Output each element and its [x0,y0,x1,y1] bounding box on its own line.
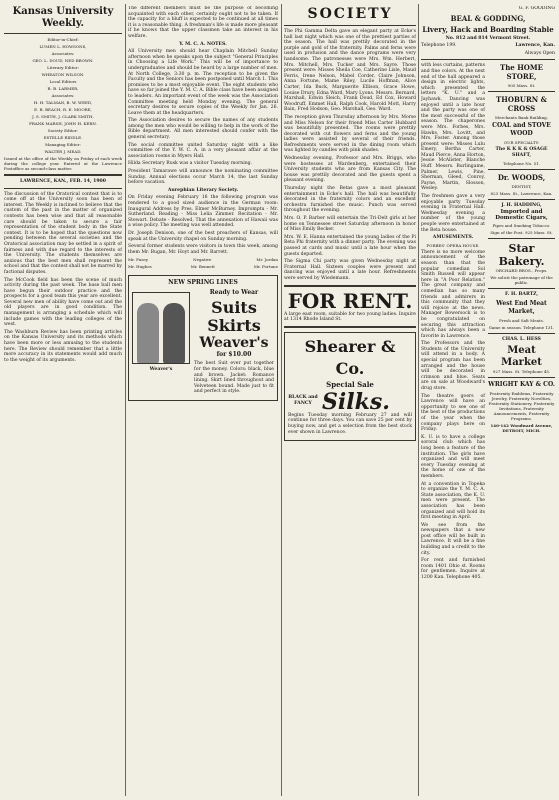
ad-skirts: Skirts [207,316,261,336]
ad-tagline: NEW SPRING LINES [168,279,238,287]
dateline: LAWRENCE, KAN., FEB. 14, 1900 [20,179,106,184]
staff-line: Literary Editor: [47,65,79,70]
divider [488,238,555,239]
divider [284,285,416,287]
beal-address: No. 812 and 814 Vermont Street. [445,35,531,41]
weavers-advertisement [128,275,278,401]
publication-notice: Issued at the office of the Weekly on Friday of each week during the college year. Entered at the Lawrence Postoffice as second-class matter. [4,156,122,171]
program-row [128,264,278,269]
hadding-name: J. H. HADDING, [501,202,542,208]
editorial-paragraph: The Washburn Review has been printing articles on the Kansas University and its methods which have been more or less amusing to the students here. The Review should remember that a little more accuracy in its statements would add much to the weight of its arguments. [4,329,122,363]
news-paragraph: At a convention in Topeka to organize the Y. M. C. A. State association, the K. U. men were present. The association has been organized and will hold its first meeting in April. [421,481,485,521]
column-2 [128,6,278,796]
divider [488,377,555,378]
program-row [128,257,278,262]
ad-copy [194,289,274,397]
specialty-label: OUR SPECIALTY: [503,140,540,146]
society-paragraph: Mrs. O. P. Barber will entertain the Tri-Delt girls at her home on Tennessee street Saturday afternoon in honor of Miss Emily Becker. [284,216,416,233]
thoburn-telephone: Telephone No. 51. [503,160,540,166]
ymca-paragraph: All University men should hear Chaplain Mitchell Sunday afternoon when he speaks upon the subject "General Principles in Choosing a Life Work." This will be of importance to undergraduates and should be heard by a large number of men. At North College, 3:30 p. m. The reception to be given the Faculty and the Seniors has been postponed until March 1. This promises to be a most enjoyable event. The eight students who have so far joined the Y. M. C. A. Bible class have been assigned to leaders. An important event of the week was the Association Committee meeting held Monday evening. The general secretary desires to secure copies of the Weekly for Jan. 26. Leave them at the headquarters. [128,49,278,116]
staff-line: J. S. SMITH, J. CLARK SMITH, [32,114,94,119]
staff-line: Editor-in-Chief: [47,37,79,42]
divider [488,288,555,289]
beal-city: Lawrence, Kan. [515,43,555,49]
for-rent-heading: FOR RENT. [287,288,413,313]
cigars-line: Imported and Domestic Cigars, [495,209,548,221]
divider [284,326,416,328]
special-sale: Special Sale [326,379,374,389]
society-continued: with less curtains, patterns and fine colors. At the next end of the hall appeared a design in electric lights, which presented the letters "K. U." and a Jayhawk. Dancing was enjoyed until a late hour and the party was one of the most successful of the season. The chaperones were Mrs. Forbes, Mrs. Hawks, Mrs. Lovitt, and Mrs. Foster. Among those present were: Misses Lulu Emery, Bertha Carter, Maud Pierce, Anna Horton, Jessie McAlister, Blanche Huff. Messrs. Burlingame, Palmer, Lewis, Pine, Sherman, Gleed, Conroy, Payne, Martin, Slosson, Wesley. [421,63,485,192]
home-store-address: 905 Mass. St. [507,83,536,89]
divider [488,333,555,334]
editorial-paragraph: The discussion of the Oratorical contest that is to come off at the University soon has been of interest. The Weekly is inclined to believe that the custom of the past in the matter of organized contests has been wise and that all reasonable care should be taken to secure a fair representation of the student body in the State contest. It is to be hoped that the questions now pending between the several societies and the Oratorical association may be settled in a spirit of fairness and with due regard to the interests of the University. The students themselves are anxious that the best men shall represent the school and that the contest shall not be marred by factional disputes. [4,191,122,275]
wright-kay: WRIGHT KAY & CO. [488,380,555,388]
masthead: Kansas University Weekly. [12,6,114,29]
divider [4,174,122,176]
hess-name: CHAS. L. HESS [502,336,541,342]
divider [284,25,416,26]
column-1 [4,6,122,796]
silks-block [288,388,412,415]
kkk-shaft: The K K K & OSAGE SHAFT, [495,147,548,158]
society-paragraph: Mrs. W. E. Hanna entertained the young ladies of the Pi Beta Phi fraternity with a dinner party. The evening was passed at cards and music until a late hour when the guests departed. [284,234,416,257]
society-editor-name: ESTELLE RIDDLE. [43,135,83,140]
beal-footer [421,43,555,49]
society-paragraph: The Phi Gamma Delta gave an elegant party at Ecke's hall last night which was one of the prettiest parties of the season. The hall was prettily decorated in the purple and gold of the fraternity. Palms and ferns were used in profusion and the dance programs were very handsome. The patronesses were Mrs. Wm. Herbert, Mrs. Mitchell, Mrs. Tucker and Mrs. Sayre. Those present were: Misses Sheila Coe, Catherine Lisle, Maud Ferris, Irene Nelson, Mabel Corder, Claire Johnson, Anna Fortune, Mame Riley, Lucile Hoffman, Alice Carter, Ida Buck, Marguerite Ellison, Grace Howe, Louise Drury, Edna Ward, Mary Lyons. Messrs. Bernard, Marshall, Edwin Sleich, Frank Doud, Ed Cox, Howard Woodruff, Emmet Hall, Ralph Cook, Harold Mott, Harry Bain, Fred Hodson, Geo. Marshall, Geo. Ward. [284,29,416,113]
ad-brand: Weaver's [199,335,269,352]
dentist-address: 823 Mass. St., Lawrence, Kan. [490,190,553,196]
divider [488,169,555,170]
meat-market: Meat Market [501,344,542,368]
editorial-paragraph: The McCook field has been the scene of much activity during the past week. The base ball men have begun their outdoor practice and the prospects for a good team this year are excellent. Several new men of ability have come out and the old players are in good condition. The management is arranging a schedule which will include games with the leading colleges of the west. [4,277,122,328]
staff-line: FRANK MARSH, JOHN H. KERN. [29,121,97,126]
column-rule [418,4,419,796]
silks-prefix: BLACK and FANCY [288,395,318,406]
ad-ready: Ready to Wear [209,289,259,297]
ymca-paragraph: President Tamarawe will announce the nominating committee Sunday. Annual elections occur March 14, the last Sunday before vacation. [128,169,278,186]
beal-line: Livery, Hack and Boarding Stable [422,24,554,34]
hadding-address: Sign of the Post. 925 Mass. St. [490,230,553,236]
amusements-heading: AMUSEMENTS. [432,235,474,241]
split-area [421,63,555,582]
ymca-paragraph: Hilda Secretary Rusk was a visitor Tuesday morning. [128,161,253,167]
society-paragraph: Wednesday evening, Professor and Mrs. Briggs, who were hostesses at Wardenberg, entertained their University students who are from Kansas City. The house was prettily decorated and the guests spent a pleasant evening. [284,156,416,184]
staff-line: Associates: [51,51,75,56]
society-continued: The freshmen gave a very enjoyable party Tuesday evening in Fraternal Hall. Wednesday evening a number of the young people were entertained at the Beta house. [421,194,485,233]
society-paragraph: The Sigma Chi party was given Wednesday night at Fraternal Hall. Sixteen couples were present and dancing was enjoyed until a late hour. Refreshments were served by Wiedemann. [284,259,416,281]
dentist-title: DENTIST, [511,183,532,189]
staff-line: E. B. BEACH, R. E. MOORE, [34,107,92,112]
ad-body [132,289,274,397]
divider [4,188,122,189]
society-paragraph: Thursday night the Betas gave a most pleasant entertainment in Ecke's hall. The hall was beautifully decorated in the fraternity colors and an excellent orchestra furnished the music. Punch was served throughout the evening. [284,186,416,214]
program-cell: Mr. Pusey [128,257,149,263]
dentist-name: Dr. WOODS, [497,172,546,182]
ladies-figure-image [132,292,190,364]
ad-brand-caption: Weaver's [149,367,173,373]
managing-editor-name: WALTER J. MEAD. [44,149,82,154]
top-note: G. F. GOODING [518,6,555,11]
star-note: We solicit the patronage of the public. [490,275,553,286]
society-title: SOCIETY [307,6,393,22]
staff-line: Associates: [51,93,75,98]
home-store-name: The HOME STORE, [500,63,543,82]
merchants-bank: Merchants Bank Building, [494,115,548,121]
meat-address: 927 Mass. St. Telephone 45. [492,368,551,374]
amusements-paragraph: The Professors and the Students of the University will attend in a body. A special program has been arranged and the house will be decorated in crimson and blue. Seats are on sale at Woodward's drug store. [421,341,485,392]
editorial-continued: The different members must be the purpose of becoming acquainted with each other, certainly ought not to be taken. If the capacity for a bluff is expected to be continued at all times it is a reasonable thing. A freshman's life is made more pleasant if he knows that the upper classmen take an interest in his welfare. [128,6,278,39]
staff-line: Local Editors [49,79,77,84]
star-bakery: Star Bakery. [498,242,545,269]
for-rent-text: A large east room, suitable for two young ladies. Inquire at 1314 Rhode Island St. [284,311,416,323]
society-editor-label: Society Editor: [47,128,79,133]
column-rule [125,4,126,796]
program-cell: Negative [193,257,212,263]
divider [488,91,555,92]
game-note: Game in season. Telephone 131. [488,324,555,330]
beal-telephone: Telephone 199. [421,43,457,49]
bartz-name: F. H. BARTZ, [504,292,538,298]
ad-suits: Suits [211,298,257,318]
program-cell: Mr. Bennett [190,264,215,270]
news-subcolumn [421,63,485,582]
program-cell: Mr. Fortune [253,264,278,270]
divider [488,199,555,200]
west-end-market: West End Meat Market, [496,299,547,315]
society-paragraph: Several former students were visitors in town this week, among them Mr. Bugan, Mr. Hoyt and Mr. Barrett. [128,244,278,255]
coal-and-wood: COAL and STOVE WOOD [492,122,551,138]
amusements-paragraph: There is no more welcome announcement of the season than that the popular comedian Sol Smith Russell will appear here in "A Poor Relation." The great company and comedian has so many friends and admirers in this community that they will rejoice at the news. Manager Bowersock is to be congratulated on securing this attraction which has always been a favorite in Lawrence. [421,249,485,339]
fraternity-goods: Fraternity Emblems, Fraternity Jewelry, Fraternity Novelties, Fraternity Stationery, Fraternity Invitations, Fraternity Announcements, Fraternity Programs. [488,390,555,421]
ad-price: for $10.00 [216,351,252,359]
ymca-paragraph: The social committee united Saturday night with a like committee of the Y. W. C. A. in a very pleasant affair at the association rooms in Myers Hall. [128,142,278,159]
ads-subcolumn [488,63,555,582]
shearer-advertisement [284,332,416,441]
silks-text: Begins Tuesday morning February 27 and will continue for three days. You can save 25 per cent by buying now, and get a selection from the best stock ever shown in Lawrence. [288,412,412,435]
beal-note: Always Open [524,50,555,56]
program-cell: Mr. Hughes [128,264,152,270]
staff-line: R. B. LARMER, [47,86,79,91]
society-paragraph: The reception given Thursday afternoon by Mrs. Morse and Miss Nelson for their friend Miss Carter Hubbard was beautifully presented. The rooms were prettily decorated with cut flowers and ferns and the young ladies were assisted by several of their friends. Refreshments were served in the dining room which was lighted by candles with pink shades. [284,114,416,154]
silks-heading: Silks. [322,388,390,415]
amusements-subheading: FORBES' OPERA HOUSE. [426,242,480,248]
staff-line: LUMEN L. HOWSONS, [39,44,87,49]
fresh-meats: Fresh and Salt Meats. [499,317,544,323]
staff-line: GEO. L. DOUD, NED BROWN. [32,58,94,63]
society-heading: Aurephian Literary Society. [167,187,239,193]
beal-heading: BEAL & GODDING, [450,13,526,23]
figure-silhouette [163,303,185,363]
column-rule [281,4,282,796]
shearer-name: Shearer & Co. [304,336,396,378]
amusements-paragraph: The theatre goers of Lawrence will have an opportunity to see one of the best of the productions of the year when the company plays here on Friday. [421,393,485,433]
detroit-address: 140-142 Woodward Avenue, DETROIT, MICH. [490,422,553,433]
column-4 [421,6,555,796]
news-paragraph: K. U. is to have a college sororal club which has long been a feature of the institution. The girls have organized and will meet every Tuesday evening at the home of one of the members. [421,434,485,479]
figure-silhouette [137,303,159,363]
divider [421,59,555,60]
divider [4,33,122,34]
pipes-line: Pipes and Smoking Tobacco. [492,223,551,229]
column-3 [284,6,416,796]
staff-line: H. H. TALMAN, B. W. WEED, [33,100,93,105]
ad-illustration [132,289,190,397]
managing-editor-label: Managing Editor: [45,142,81,147]
thoburn-name: THOBURN & CROSS [496,95,547,114]
ad-description: The best Suit ever put together for the money. Colors: black, blue and brown. Jacket: Romance lining. Skirt lined throughout and Velveteen bound. Made just to fit and perfect in style. [194,361,274,395]
star-proprietors: ORCHARD BROS., Props. [495,268,548,274]
staff-line: WHEATON WILSON. [41,72,85,77]
program-cell: Mr. Jordan [256,257,278,263]
ymca-heading: Y. M. C. A. NOTES. [179,41,227,47]
society-paragraph: Dr. Joseph Denison, one of the best preachers of Kansas, will speak at the University chapel on Sunday morning. [128,230,278,242]
news-paragraph: For rent and furnished room 1401 Ohio st. Rooms for gentlemen. Inquire at 1200 Kan. Telephone 405. [421,558,485,581]
ymca-paragraph: The Association desires to secure the names of any students among the men who would be willing to help in the work of the Bible department. All men interested should confer with the general secretary. [128,118,278,141]
society-paragraph: On Friday evening February 16 the following program was rendered to a good sized audience in the German room: Inaugural Address by Pres. Elmer McBurney. Impromptu - Mr. Sutherland. Reading - Miss Lelia Zimmer. Recitation - Mr. Stewart. Debate - Resolved, That the annexation of Hawaii was a wise policy. The meeting was well attended. [128,195,278,229]
news-paragraph: We see from the newspapers that a new post office will be built in Lawrence. It will be a fine building and a credit to the city. [421,522,485,556]
